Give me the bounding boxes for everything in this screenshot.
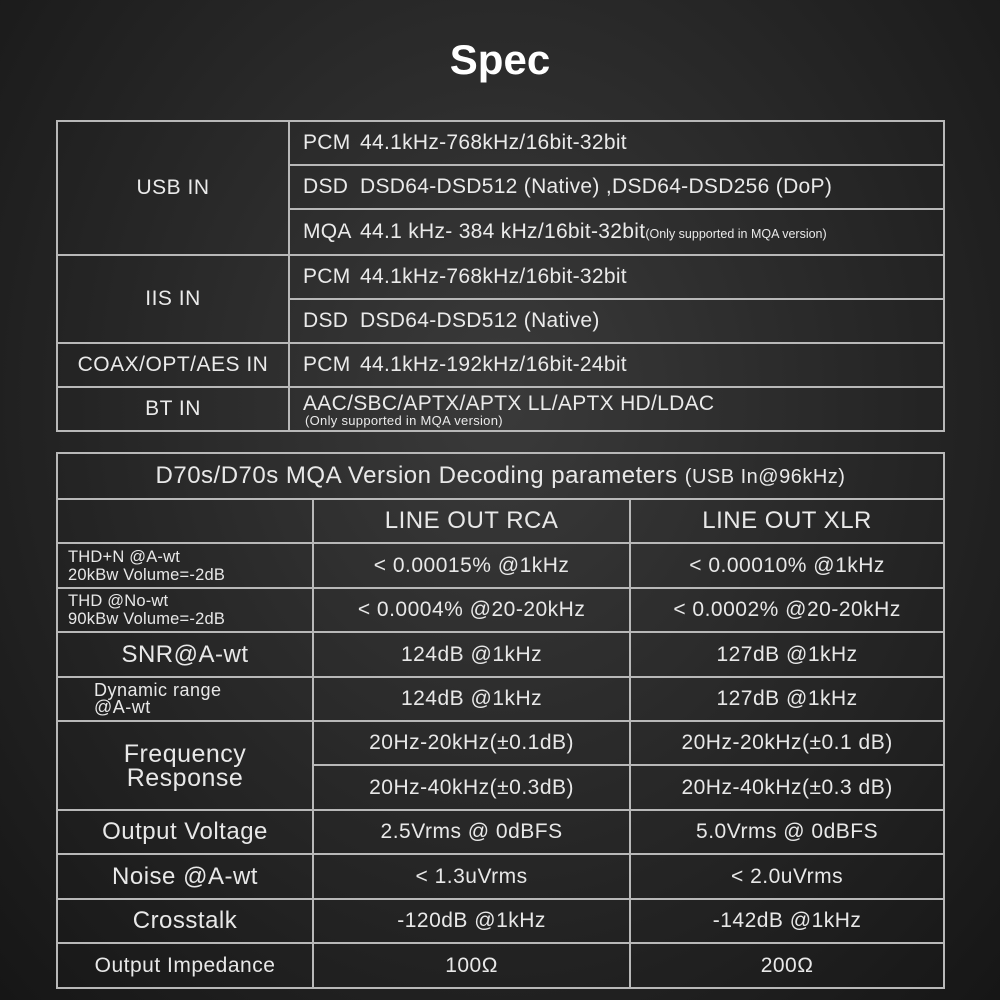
noise-xlr: < 2.0uVrms (630, 854, 944, 899)
coax-pcm-key: PCM (303, 353, 351, 376)
col-header-rca: LINE OUT RCA (313, 499, 630, 543)
iis-pcm-value: 44.1kHz-768kHz/16bit-32bit (360, 265, 627, 288)
noise-label: Noise @A-wt (57, 854, 313, 899)
usb-mqa-key: MQA (303, 220, 352, 243)
table-row (57, 343, 944, 387)
table-row (57, 943, 944, 988)
xtalk-xlr: -142dB @1kHz (630, 899, 944, 943)
table-row (57, 543, 944, 588)
bt-note: (Only supported in MQA version) (305, 412, 503, 428)
freq2-xlr: 20Hz-40kHz(±0.3 dB) (630, 765, 944, 810)
decoding-heading-note: (USB In@96kHz) (684, 466, 846, 488)
crosstalk-label: Crosstalk (57, 899, 313, 943)
usb-mqa-value: 44.1 kHz- 384 kHz/16bit-32bit (360, 220, 646, 243)
freq1-xlr: 20Hz-20kHz(±0.1 dB) (630, 721, 944, 765)
iis-dsd-value: DSD64-DSD512 (Native) (360, 309, 600, 332)
noise-rca: < 1.3uVrms (313, 854, 630, 899)
iis-pcm-key: PCM (303, 265, 351, 288)
col-header-xlr: LINE OUT XLR (630, 499, 944, 543)
thdn-label-line2: 20kBw Volume=-2dB (68, 565, 226, 584)
usb-pcm-cell (289, 121, 944, 165)
freq-label-line2: Response (126, 763, 244, 792)
coax-in-label: COAX/OPT/AES IN (57, 343, 289, 387)
decoding-heading (57, 453, 944, 499)
table-row (57, 854, 944, 899)
table-row (57, 677, 944, 721)
dyn-label-line1: Dynamic range (94, 680, 222, 700)
page-title: Spec (449, 36, 551, 83)
freq1-rca: 20Hz-20kHz(±0.1dB) (313, 721, 630, 765)
usb-mqa-cell (289, 209, 944, 255)
snr-xlr: 127dB @1kHz (630, 632, 944, 677)
thdn-rca: < 0.00015% @1kHz (313, 543, 630, 588)
table-row (57, 721, 944, 765)
iis-in-label: IIS IN (57, 255, 289, 343)
thdn-label-line1: THD+N @A-wt (68, 547, 180, 566)
coax-pcm-cell (289, 343, 944, 387)
iis-pcm-cell (289, 255, 944, 299)
table-row (57, 499, 944, 543)
iis-dsd-cell (289, 299, 944, 343)
usb-mqa-note: (Only supported in MQA version) (645, 227, 827, 241)
dyn-xlr: 127dB @1kHz (630, 677, 944, 721)
output-impedance-label: Output Impedance (57, 943, 313, 988)
snr-label: SNR@A-wt (57, 632, 313, 677)
dyn-label-line2: @A-wt (94, 697, 151, 717)
table-row (57, 121, 944, 165)
thd-label (57, 588, 313, 632)
decoding-parameters-table (56, 452, 945, 989)
usb-pcm-value: 44.1kHz-768kHz/16bit-32bit (360, 131, 627, 154)
bt-cell (289, 387, 944, 431)
thd-rca: < 0.0004% @20-20kHz (313, 588, 630, 632)
usb-dsd-cell (289, 165, 944, 209)
iis-dsd-key: DSD (303, 309, 349, 332)
dyn-rca: 124dB @1kHz (313, 677, 630, 721)
output-voltage-label: Output Voltage (57, 810, 313, 854)
usb-dsd-value: DSD64-DSD512 (Native) ,DSD64-DSD256 (DoP) (360, 175, 833, 198)
imp-rca: 100Ω (313, 943, 630, 988)
thdn-label (57, 543, 313, 588)
vout-xlr: 5.0Vrms @ 0dBFS (630, 810, 944, 854)
coax-pcm-value: 44.1kHz-192kHz/16bit-24bit (360, 353, 627, 376)
table-row (57, 255, 944, 299)
decoding-heading-text: D70s/D70s MQA Version Decoding parameters (155, 462, 678, 489)
frequency-response-label (57, 721, 313, 810)
freq-label-line1: Frequency (123, 739, 247, 768)
table-row (57, 387, 944, 431)
xtalk-rca: -120dB @1kHz (313, 899, 630, 943)
thd-label-line2: 90kBw Volume=-2dB (68, 610, 226, 628)
input-spec-table (56, 120, 945, 432)
freq2-rca: 20Hz-40kHz(±0.3dB) (313, 765, 630, 810)
table-row (57, 453, 944, 499)
thd-label-line1: THD @No-wt (68, 592, 169, 610)
bt-value: AAC/SBC/APTX/APTX LL/APTX HD/LDAC (303, 391, 715, 415)
thd-xlr: < 0.0002% @20-20kHz (630, 588, 944, 632)
corner-cell (57, 499, 313, 543)
bt-in-label: BT IN (57, 387, 289, 431)
table-row (57, 632, 944, 677)
table-row (57, 899, 944, 943)
usb-dsd-key: DSD (303, 175, 349, 198)
vout-rca: 2.5Vrms @ 0dBFS (313, 810, 630, 854)
imp-xlr: 200Ω (630, 943, 944, 988)
table-row (57, 810, 944, 854)
thdn-xlr: < 0.00010% @1kHz (630, 543, 944, 588)
dynamic-range-label (57, 677, 313, 721)
usb-pcm-key: PCM (303, 131, 351, 154)
usb-in-label: USB IN (57, 121, 289, 255)
snr-rca: 124dB @1kHz (313, 632, 630, 677)
table-row (57, 588, 944, 632)
